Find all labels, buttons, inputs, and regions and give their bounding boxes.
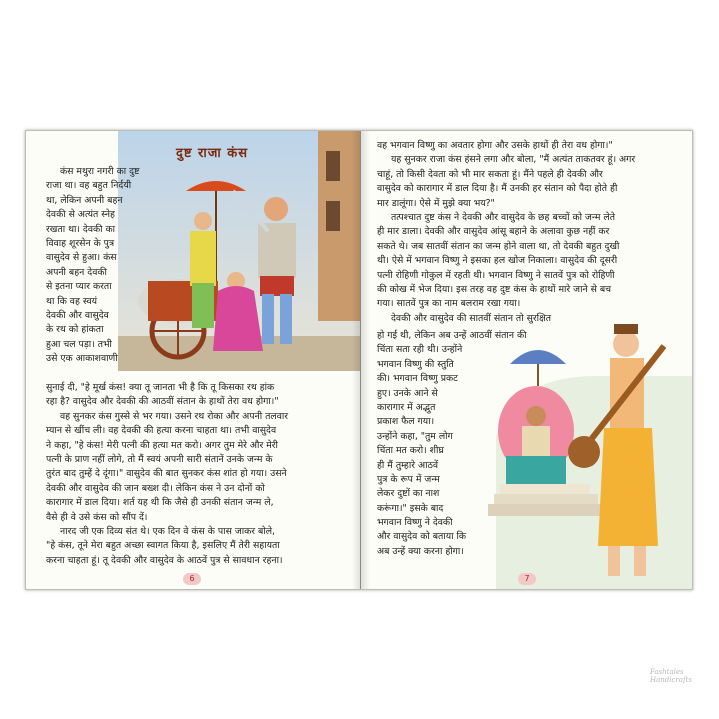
story-title: दुष्ट राजा कंस — [176, 146, 249, 161]
text-line: करूंगा।" इसके बाद — [377, 502, 444, 514]
text-line: था कि वह स्वयं — [46, 295, 98, 307]
text-line: की। भगवान विष्णु प्रकट — [377, 373, 458, 385]
open-book — [25, 130, 693, 590]
text-line: रखता था। देवकी का — [46, 223, 116, 235]
text-line: मार डालूंगा। ऐसे में मुझे क्या भय?" — [377, 197, 495, 209]
text-line: चाहूं, तो किसी देवता को भी मार सकता हूं। मैंने पहले ही देवकी और — [377, 168, 603, 180]
text-line: करना चाहता हूं। तू देवकी और वासुदेव के आठवें पुत्र से सावधान रहना। — [46, 554, 283, 566]
text-line: देवकी और वासुदेव — [46, 309, 109, 321]
text-line: वह सुनकर कंस गुस्से से भर गया। उसने रथ रोका और अपनी तलवार — [60, 410, 289, 422]
text-line: "हे कंस, तूने मेरा बहुत अच्छा स्वागत किया है, इसलिए मैं तेरी सहायता — [46, 540, 280, 552]
text-line: हो गई थी, लेकिन अब उन्हें आठवीं संतान की — [377, 330, 527, 341]
text-line: वैसे ही वे उसे कंस को सौंप दें। — [46, 511, 148, 523]
text-line: गया। सातवें पुत्र का नाम बलराम रखा गया। — [377, 298, 521, 310]
watermark-line: Fashtales — [650, 668, 684, 676]
text-line: रहा है? वासुदेव और देवकी की आठवीं संतान के हाथों तेरा वध होगा।" — [46, 396, 279, 408]
page-number: 7 — [518, 573, 536, 585]
text-line: कारागार में डाल दिया। शर्त यह थी कि जैसे ही उनकी संतान जन्म ले, — [46, 497, 274, 509]
text-line: देवकी से अत्यंत स्नेह — [46, 209, 115, 221]
text-line: वह भगवान विष्णु का अवतार होगा और उसके हाथों ही तेरा वध होगा।" — [377, 140, 613, 151]
text-line: भगवान विष्णु ने देवकी — [377, 517, 453, 529]
text-line: पत्नी के प्राण नहीं लोगे, तो मैं स्वयं अपनी सारी संतानें उनके जन्म के — [46, 453, 273, 465]
text-line: तत्पश्चात दुष्ट कंस ने देवकी और वासुदेव के छह बच्चों को जन्म लेते — [391, 211, 616, 223]
text-line: लेकर दुष्टों का नाश — [377, 488, 440, 500]
text-line: म्यान से खींच ली। वह देवकी की हत्या करना चाहता था। तभी वासुदेव — [46, 425, 277, 437]
text-line: नारद जी एक दिव्य संत थे। एक दिन वे कंस के पास जाकर बोले, — [60, 525, 275, 537]
text-line: देवकी और वासुदेव की जान बख्श दी। लेकिन कंस ने उन दोनों को — [46, 482, 265, 494]
text-line: हुआ चल पड़ा। तभी — [46, 338, 112, 350]
watermark-line: Handicrafts — [650, 676, 692, 684]
text-line: तुरंत बाद तुम्हें दे दूंगा।" वासुदेव की बात सुनकर कंस शांत हो गया। उसने — [46, 468, 287, 480]
text-line: कंस मथुरा नगरी का दुष्ट — [60, 166, 140, 177]
left-narrow-text — [46, 165, 150, 366]
text-line: उसे एक आकाशवाणी — [46, 353, 118, 365]
text-line: से इतना प्यार करता — [46, 281, 112, 293]
text-line: सकते थे। जब सातवीं संतान का जन्म होने वाला था, तो देवकी बहुत दुखी — [377, 240, 620, 252]
text-line: वासुदेव को कारागार में डाल दिया है। मैं उनकी हर संतान को पैदा होते ही — [377, 183, 618, 195]
text-line: की कोख में भेज दिया। इस तरह वह दुष्ट कंस के हाथों मारे जाने से बच — [377, 283, 612, 295]
right-narrow-text — [377, 329, 527, 559]
text-line: प्रकाश फैल गया। — [377, 416, 435, 428]
text-line: यह सुनकर राजा कंस हंसने लगा और बोला, "मैं अत्यंत ताकतवर हूं। अगर — [391, 154, 636, 166]
text-line: विवाह शूरसेन के पुत्र — [46, 237, 115, 249]
right-wide-text — [377, 139, 683, 326]
text-line: वासुदेव से हुआ। कंस — [46, 252, 117, 264]
vishnu-narada-illustration — [476, 316, 692, 589]
text-line: सुनाई दी, "हे मूर्ख कंस! क्या तू जानता भी है कि तू किसका रथ हांक — [46, 382, 275, 393]
text-line: चिंता मत करो। शीघ्र — [377, 445, 444, 457]
text-line: अब उन्हें क्या करना होगा। — [377, 545, 464, 557]
text-line: कारागार में अद्भुत — [377, 401, 436, 413]
watermark — [650, 668, 692, 684]
text-line: ही मार डाला। देवकी और वासुदेव आंसू बहाने के अलावा कुछ नहीं कर — [377, 226, 610, 238]
right-page — [361, 131, 692, 589]
text-line: के रथ को हांकता — [46, 324, 104, 336]
left-page — [26, 131, 361, 589]
text-line: राजा था। वह बहुत निर्दयी — [46, 180, 132, 192]
text-line: पत्नी रोहिणी गोकुल में रहती थी। भगवान विष्णु ने सातवें पुत्र को रोहिणी — [377, 269, 615, 281]
text-line: उन्होंने कहा, "तुम लोग — [377, 430, 453, 442]
text-line: और वासुदेव को बताया कि — [377, 531, 467, 543]
kansa-chariot-illustration — [118, 131, 360, 371]
text-line: था, लेकिन अपनी बहन — [46, 194, 123, 206]
text-line: देवकी और वासुदेव की सातवीं संतान तो सुरक्षित — [391, 312, 552, 324]
text-line: हुए। उनके आने से — [377, 387, 438, 399]
text-line: चिंता सता रही थी। उन्होंने — [377, 344, 463, 356]
text-line: थी। ऐसे में भगवान विष्णु ने इसका हल खोज निकाला। वासुदेव की दूसरी — [377, 255, 618, 267]
left-wide-text — [46, 381, 348, 568]
text-line: ने कहा, "हे कंस! मेरी पत्नी की हत्या मत करो। अगर तुम मेरे और मेरी — [46, 439, 278, 451]
text-line: अपनी बहन देवकी — [46, 266, 107, 278]
page-number: 6 — [183, 573, 201, 585]
text-line: ही मैं तुम्हारे आठवें — [377, 459, 439, 471]
text-line: पुत्र के रूप में जन्म — [377, 473, 440, 485]
text-line: भगवान विष्णु की स्तुति — [377, 358, 454, 370]
